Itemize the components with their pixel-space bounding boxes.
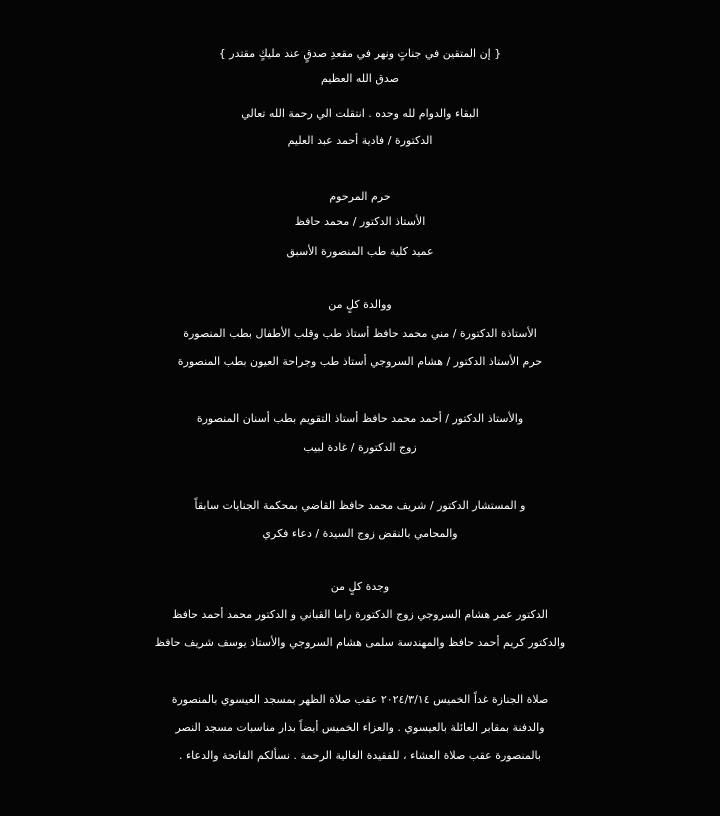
funeral-details-line-2: والدفنة بمقابر العائلة بالعيسوي . والعزاء الخميس أيضاً بدار مناسبات مسجد النصر [175,721,545,734]
funeral-details-line-3: بالمنصورة عقب صلاة العشاء ، للفقيدة الغالية الرحمة . نسألكم الفاتحة والدعاء . [179,749,541,762]
wife-of-heading: حرم المرحوم [329,190,391,203]
child-3-spouse: والمحامي بالنقض زوج السيدة / دعاء فكري [262,527,458,540]
child-1: الأستاذة الدكتورة / مني محمد حافظ أستاذ طب وقلب الأطفال بطب المنصورة [183,327,537,340]
husband-title: عميد كلية طب المنصورة الأسبق [286,245,434,258]
mother-of-heading: ووالدة كلٍ من [328,298,392,311]
grandchildren-line-1: الدكتور عمر هشام السروجي زوج الدكتورة راما القباني و الدكتور محمد أحمد حافظ [172,608,548,621]
grandmother-of-heading: وجدة كلٍ من [330,580,390,593]
funeral-details-line-1: صلاة الجنازة غداً الخميس ٢٠٢٤/٣/١٤ عقب صلاة الظهر بمسجد العيسوي بالمنصورة [171,693,549,706]
condolence-line: البقاء والدوام لله وحده . انتقلت الي رحمة الله تعالي [241,107,479,120]
deceased-name: الدكتورة / فادية أحمد عبد العليم [287,134,433,147]
child-2-spouse: زوج الدكتورة / غادة لبيب [303,441,417,454]
verse-closing: صدق الله العظيم [321,72,399,85]
child-2: والأستاذ الدكتور / أحمد محمد حافظ أستاذ التقويم بطب أسنان المنصورة [196,412,524,425]
quran-verse: { إن المتقين في جناتٍ ونهر في مقعدِ صدقٍ عند مليكٍ مقتدر } [218,47,502,60]
grandchildren-line-2: والدكتور كريم أحمد حافظ والمهندسة سلمى هشام السروجي والأستاذ يوسف شريف حافظ [154,636,566,649]
child-3: و المستشار الدكتور / شريف محمد حافظ القاضي بمحكمة الجنايات سابقاً [194,499,526,512]
husband-name: الأستاذ الدكتور / محمد حافظ [294,215,426,228]
child-1-spouse: حرم الأستاذ الدكتور / هشام السروجي أستاذ طب وجراحة العيون بطب المنصورة [177,355,543,368]
